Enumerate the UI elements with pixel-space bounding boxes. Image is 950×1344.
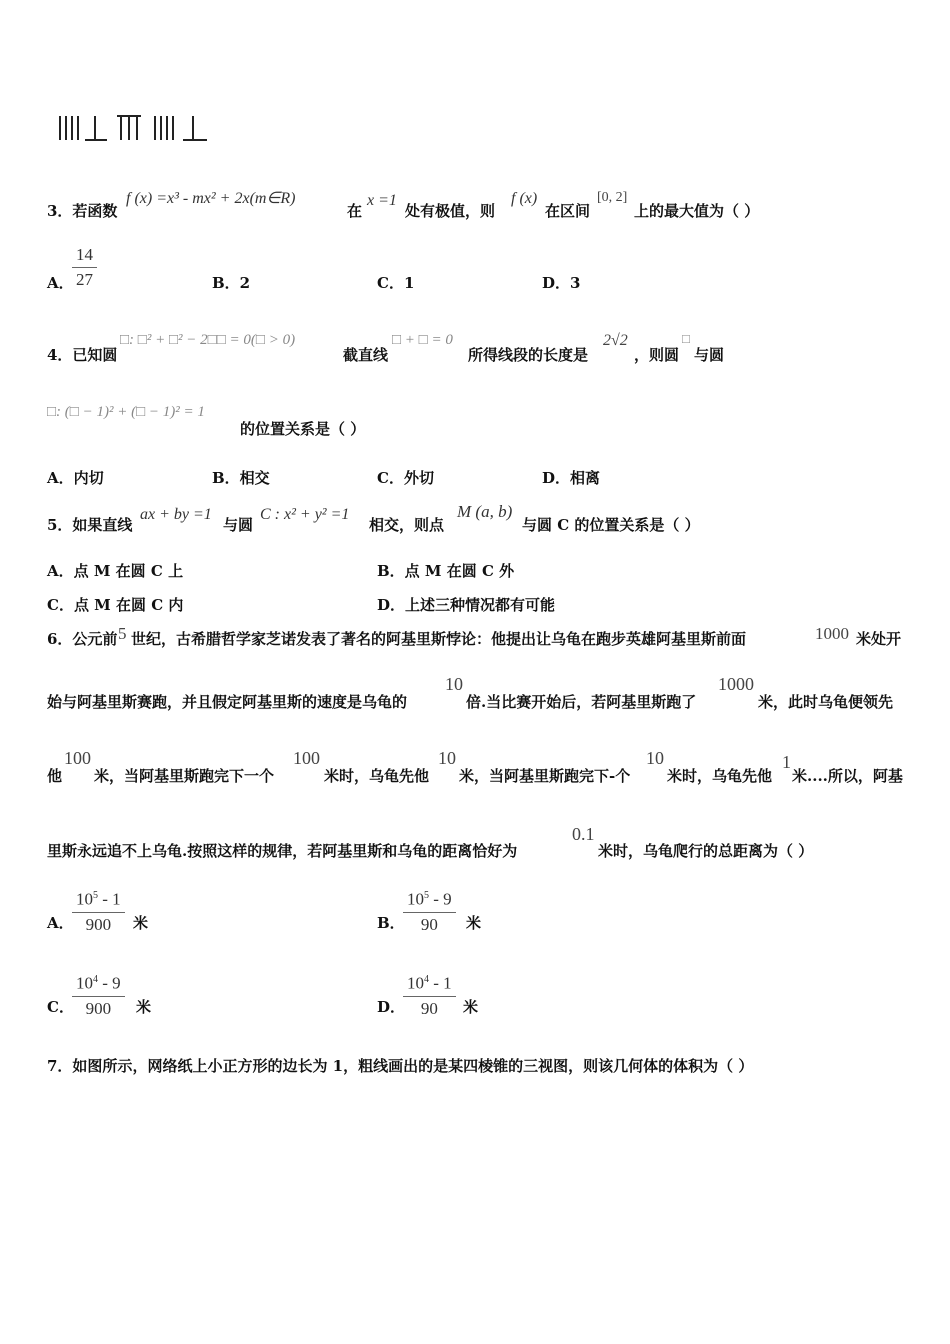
q6-number-10-a: 10 <box>445 674 463 694</box>
q4-text-3: ，则圆 <box>634 346 680 364</box>
q4-option-d: D．相离 <box>542 469 601 487</box>
q4-chord-length: 2√2 <box>603 332 628 349</box>
q6-option-a-fraction <box>72 885 125 936</box>
q6-line4-a: 里斯永远追不上乌龟.按照这样的规律，若阿基里斯和乌龟的距离恰好为 <box>47 842 518 860</box>
q6-line3-f: 米....所以，阿基 <box>792 767 903 785</box>
q3-text-3: 在区间 <box>545 202 591 220</box>
q6-number-5: 5 <box>118 624 127 643</box>
q4-circle-m-equation: □: □² + □² − 2□□ = 0(□ > 0) <box>120 332 296 348</box>
q6-number-1000-a: 1000 <box>815 624 849 643</box>
q3-prefix: 3．若函数 <box>47 202 118 220</box>
q6-option-a-label: A． <box>47 914 74 932</box>
q6-line1-b: 世纪，古希腊哲学家芝诺发表了著名的阿基里斯悖论：他提出让乌龟在跑步英雄阿基里斯前面 <box>131 630 747 648</box>
q3-option-a-denominator: 27 <box>76 270 93 289</box>
q6-line3-a: 他 <box>47 767 63 785</box>
q4-line-equation: □ + □ = 0 <box>392 332 453 348</box>
q3-text-2: 处有极值，则 <box>405 202 496 220</box>
q6-line2-c: 米，此时乌龟便领先 <box>758 693 894 711</box>
q3-text-1: 在 <box>347 202 363 220</box>
q6-line3-d: 米，当阿基里斯跑完下-个 <box>459 767 631 785</box>
q3-text-4: 上的最大值为（ ） <box>634 202 760 220</box>
q5-circle-equation: C : x² + y² =1 <box>260 506 350 523</box>
q6-option-d-numerator: $10^4 - 1$ <box>407 973 452 993</box>
q6-option-c-numerator: $10^4 - 9$ <box>76 973 121 993</box>
q6-line3-e: 米时，乌龟先他 <box>667 767 773 785</box>
q6-option-d-fraction <box>403 969 456 1020</box>
q6-line2-a: 始与阿基里斯赛跑，并且假定阿基里斯的速度是乌龟的 <box>47 693 408 711</box>
q6-option-b-numerator: $10^5 - 9$ <box>407 889 452 909</box>
q3-option-a-label: A． <box>47 274 74 292</box>
q6-option-d-label: D． <box>377 998 406 1016</box>
q6-number-10-c: 10 <box>646 748 664 768</box>
q6-option-a-denominator: 900 <box>85 914 112 934</box>
q5-option-c: C．点 M 在圆 C 内 <box>47 596 184 614</box>
q6-option-b-label: B． <box>377 914 405 932</box>
q6-option-b-fraction <box>403 885 456 936</box>
q4-text-2: 所得线段的长度是 <box>468 346 589 364</box>
q4-option-a: A．内切 <box>47 469 104 487</box>
q5-text-3: 与圆 C 的位置关系是（ ） <box>522 516 700 534</box>
q6-line1-c: 米处开 <box>856 630 902 648</box>
q5-option-a: A．点 M 在圆 C 上 <box>47 562 184 580</box>
q5-text-1: 与圆 <box>223 516 254 534</box>
q6-option-c-label: C． <box>47 998 74 1016</box>
tally-marks-icon <box>57 112 212 146</box>
q4-text-4: 与圆 <box>694 346 725 364</box>
q3-option-b: B．2 <box>212 274 251 292</box>
q5-option-b: B．点 M 在圆 C 外 <box>377 562 515 580</box>
q6-number-0-1: 0.1 <box>572 824 595 844</box>
q3-interval: [0, 2] <box>597 190 628 205</box>
q6-number-1000-b: 1000 <box>718 674 754 694</box>
q3-condition: x =1 <box>367 192 397 209</box>
q7-text: 7．如图所示，网络纸上小正方形的边长为 1，粗线画出的是某四棱锥的三视图，则该几何体的体积为（ ） <box>47 1057 754 1075</box>
q6-line3-c: 米时，乌龟先他 <box>324 767 430 785</box>
q3-option-d: D．3 <box>542 274 581 292</box>
q6-line1-a: 6．公元前 <box>47 630 118 648</box>
q5-text-2: 相交，则点 <box>369 516 445 534</box>
q5-prefix: 5．如果直线 <box>47 516 133 534</box>
q6-number-1: 1 <box>782 752 791 772</box>
q6-option-a-numerator: $10^5 - 1$ <box>76 889 121 909</box>
q6-option-c-unit: 米 <box>136 998 152 1016</box>
q4-option-b: B．相交 <box>212 469 270 487</box>
q6-option-b-denominator: 90 <box>420 914 438 934</box>
q3-function: f (x) =x³ - mx² + 2x(m∈R) <box>126 190 296 207</box>
q4-option-c: C．外切 <box>377 469 434 487</box>
q6-line4-b: 米时，乌龟爬行的总距离为（ ） <box>598 842 814 860</box>
q6-option-c-fraction <box>72 969 125 1020</box>
q6-option-b-unit: 米 <box>466 914 482 932</box>
q3-option-c: C．1 <box>377 274 415 292</box>
q6-option-d-unit: 米 <box>463 998 479 1016</box>
q6-number-100-a: 100 <box>64 748 91 768</box>
q6-number-10-b: 10 <box>438 748 456 768</box>
q3-option-a-fraction <box>72 244 97 291</box>
q6-option-c-denominator: 900 <box>85 998 112 1018</box>
q5-point: M (a, b) <box>457 502 513 521</box>
q6-number-100-b: 100 <box>293 748 320 768</box>
q4-circle-n-equation: □: (□ − 1)² + (□ − 1)² = 1 <box>47 404 205 420</box>
header-tally-marks <box>57 112 212 152</box>
q3-option-a-numerator: 14 <box>76 245 93 264</box>
q6-option-d-denominator: 90 <box>420 998 438 1018</box>
q4-text-5: 的位置关系是（ ） <box>240 420 366 438</box>
q4-prefix: 4．已知圆 <box>47 346 118 364</box>
q3-fx: f (x) <box>511 190 538 207</box>
q4-circle-symbol: □ <box>682 331 690 346</box>
q4-text-1: 截直线 <box>343 346 389 364</box>
q5-option-d: D．上述三种情况都有可能 <box>377 596 556 614</box>
q5-line-equation: ax + by =1 <box>140 506 212 523</box>
q6-line3-b: 米，当阿基里斯跑完下一个 <box>94 767 275 785</box>
q6-option-a-unit: 米 <box>133 914 149 932</box>
q6-line2-b: 倍.当比赛开始后，若阿基里斯跑了 <box>466 693 697 711</box>
